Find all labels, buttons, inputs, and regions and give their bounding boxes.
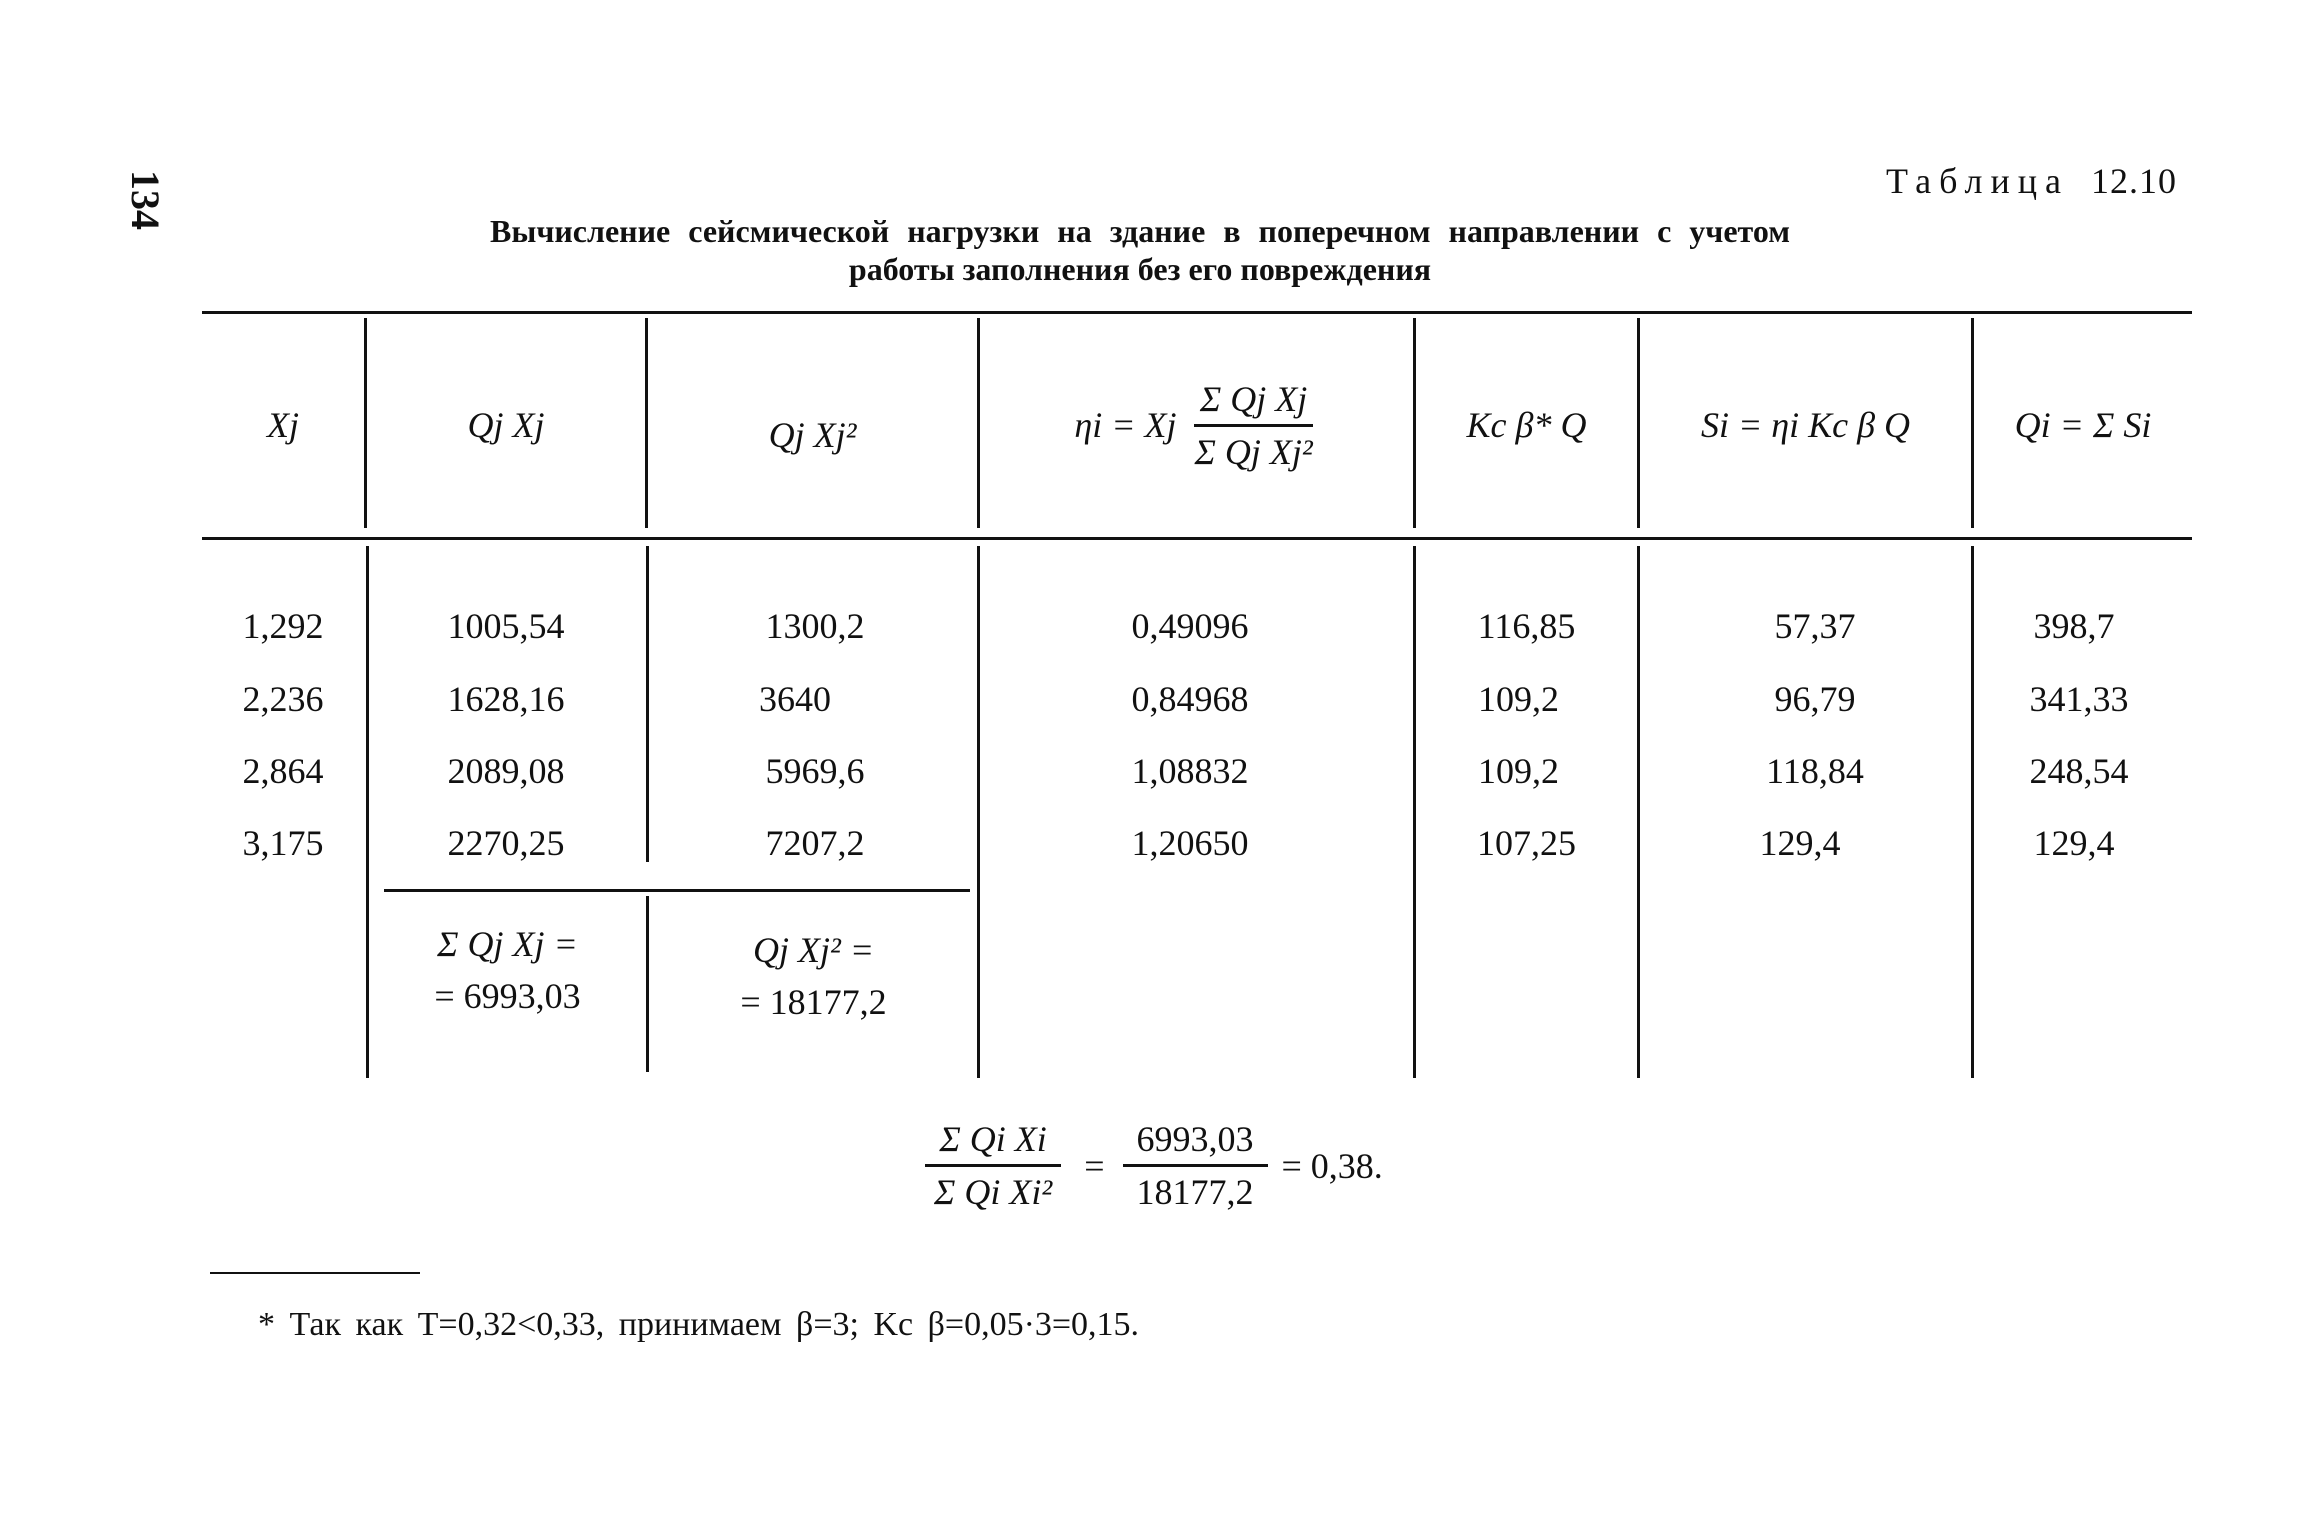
cell-qjxj2: 1300,2: [765, 606, 865, 646]
header-xj: Xj: [267, 405, 299, 445]
table-label: [1886, 160, 2177, 202]
header-qjxj2: Qj Xj²: [768, 415, 857, 455]
cell-qi: 341,33: [2029, 679, 2129, 719]
col-divider-2-sum: [646, 896, 649, 1072]
cell-si: 118,84: [1766, 751, 1864, 791]
header-eta-lhs: ηi = Xj: [1074, 405, 1177, 445]
cell-qi: 398,7: [2033, 606, 2115, 646]
col-divider-3-body: [977, 546, 980, 1078]
cell-qjxj2: 7207,2: [765, 823, 865, 863]
table-label-word: Таблица: [1886, 161, 2069, 201]
header-kbq: Kc β* Q: [1466, 405, 1587, 445]
table-label-number: 12.10: [2091, 161, 2177, 201]
page-number: 134: [123, 170, 169, 230]
cell-kbq: 116,85: [1477, 606, 1576, 646]
cell-qi: 248,54: [2029, 751, 2129, 791]
sum-qjxj: [370, 918, 645, 1022]
cell-qi: 129,4: [2033, 823, 2115, 863]
header-eta-denominator: Σ Qj Xj²: [1194, 431, 1313, 472]
sum-qjxj2: [650, 924, 977, 1028]
header-eta-numerator: Σ Qj Xj: [1194, 378, 1313, 427]
cell-eta: 0,49096: [1131, 606, 1249, 646]
table-header-rule: [202, 537, 2192, 540]
cell-xj: 1,292: [242, 606, 324, 646]
ratio-formula: [920, 1118, 1383, 1213]
cell-xj: 3,175: [242, 823, 324, 863]
cell-xj: 2,864: [242, 751, 324, 791]
cell-qjxj2: 3640: [759, 679, 831, 719]
sum-qjxj-label: Σ Qj Xj =: [437, 924, 578, 964]
header-qi: Qi = Σ Si: [2014, 405, 2152, 445]
cell-si: 57,37: [1774, 606, 1856, 646]
header-eta: [980, 320, 1413, 530]
table-sum-rule: [384, 889, 970, 892]
cell-kbq: 109,2: [1478, 751, 1559, 791]
sum-qjxj-value: = 6993,03: [434, 976, 581, 1016]
cell-eta: 0,84968: [1131, 679, 1249, 719]
formula-equals: =: [1084, 1145, 1105, 1186]
col-divider-5-body: [1637, 546, 1640, 1078]
formula-right-fraction: [1123, 1118, 1268, 1213]
formula-left-fraction: [920, 1118, 1066, 1213]
cell-qjxj: 2089,08: [447, 751, 565, 791]
footnote: * Так как T=0,32<0,33, принимаем β=3; Kc β=0,05·3=0,15.: [258, 1306, 1140, 1343]
header-si: Si = ηi Kc β Q: [1700, 405, 1911, 445]
cell-kbq: 109,2: [1478, 679, 1559, 719]
formula-left-numerator: Σ Qi Xi: [925, 1118, 1060, 1167]
col-divider-2-body: [646, 546, 649, 862]
cell-si: 96,79: [1774, 679, 1856, 719]
cell-qjxj2: 5969,6: [765, 751, 865, 791]
footnote-rule: [210, 1272, 420, 1274]
formula-left-denominator: Σ Qi Xi²: [934, 1172, 1053, 1212]
cell-qjxj: 1005,54: [447, 606, 565, 646]
header-qjxj: Qj Xj: [467, 405, 545, 445]
sum-qjxj2-label: Qj Xj² =: [752, 930, 875, 970]
cell-xj: 2,236: [242, 679, 324, 719]
cell-eta: 1,20650: [1131, 823, 1249, 863]
table-caption-line-1: Вычисление сейсмической нагрузки на здание в поперечном направлении с учетом: [489, 213, 1791, 249]
cell-si: 129,4: [1759, 823, 1841, 863]
cell-qjxj: 2270,25: [447, 823, 565, 863]
table-top-rule: [202, 311, 2192, 314]
formula-result: = 0,38.: [1281, 1145, 1383, 1186]
formula-right-denominator: 18177,2: [1136, 1172, 1254, 1212]
table-caption-line-2: работы заполнения без его повреждения: [848, 251, 1432, 287]
cell-kbq: 107,25: [1477, 823, 1576, 863]
cell-qjxj: 1628,16: [447, 679, 565, 719]
formula-right-numerator: 6993,03: [1123, 1118, 1268, 1167]
header-eta-fraction: [1188, 378, 1318, 473]
sum-qjxj2-value: = 18177,2: [740, 982, 887, 1022]
cell-eta: 1,08832: [1131, 751, 1249, 791]
